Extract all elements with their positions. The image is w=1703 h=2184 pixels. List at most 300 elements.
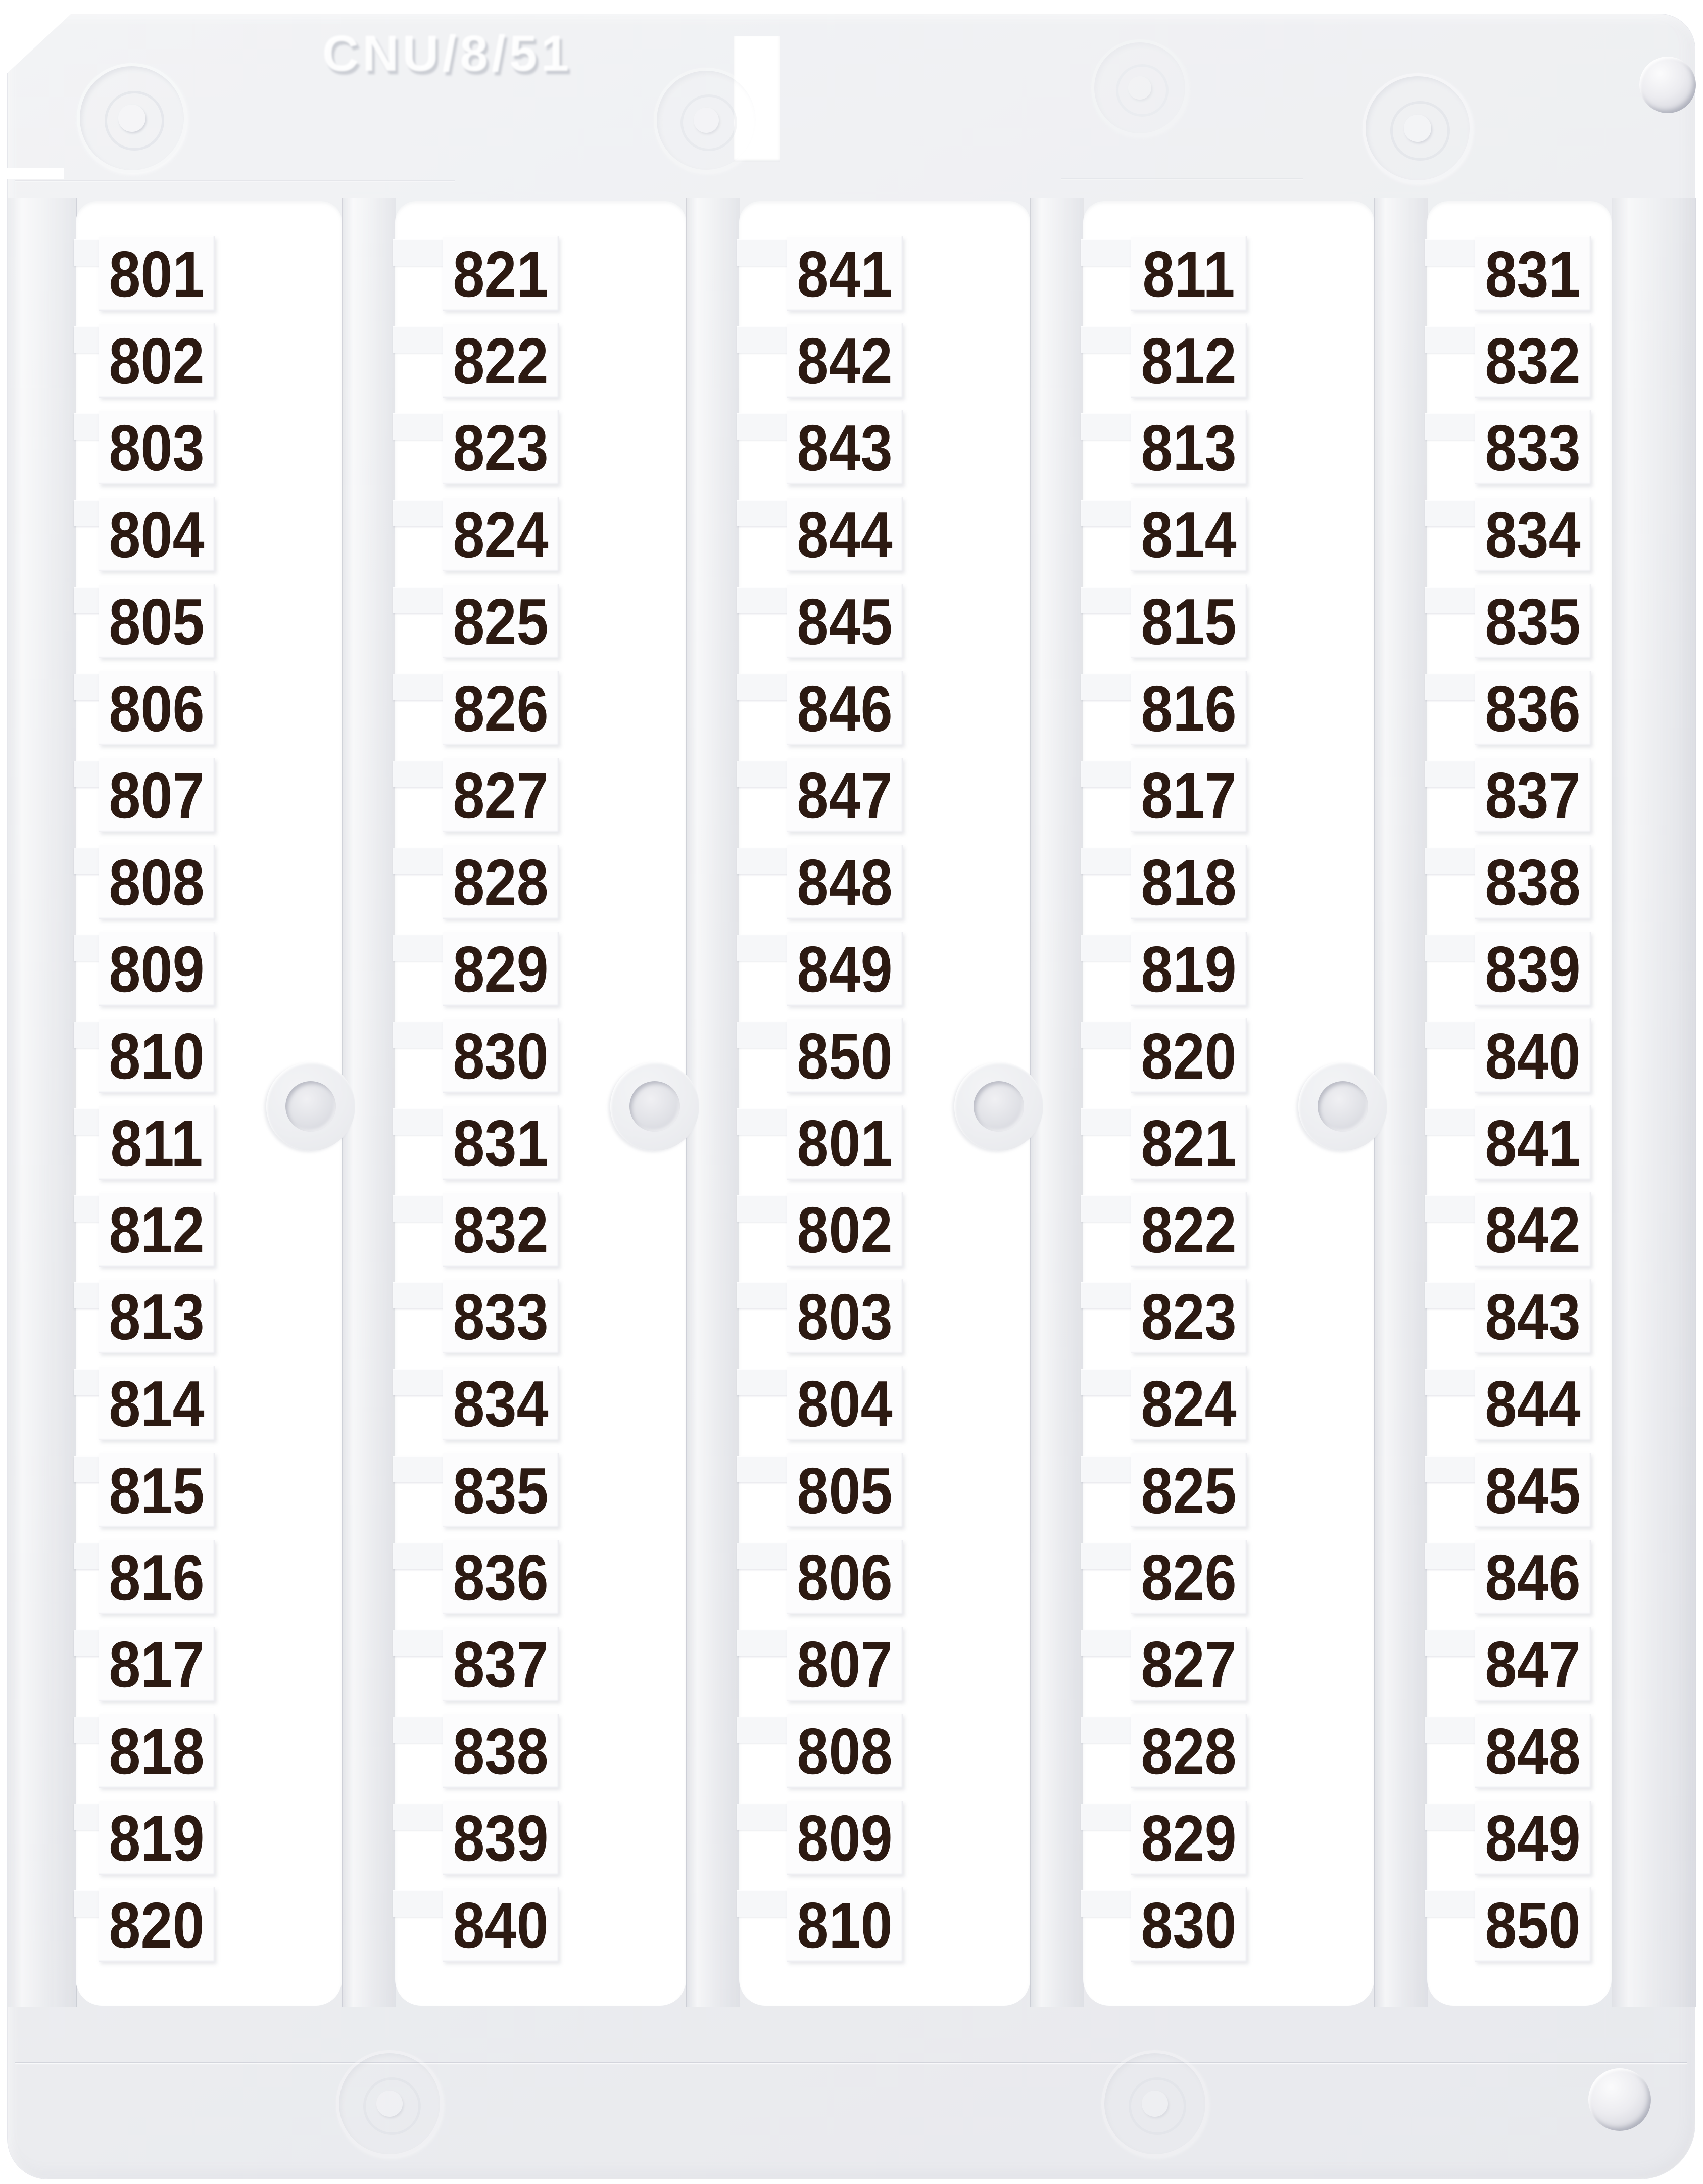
marker-tag [1475,584,1591,658]
tag-neck [393,587,448,613]
marker-tag [443,845,559,919]
tag-neck [1081,1890,1136,1917]
tag-neck [1425,1108,1480,1135]
marker-tag-label: 822 [1141,1194,1237,1267]
marker-tag [99,1627,215,1701]
marker-tag [1475,1279,1591,1353]
marker-tag [787,932,903,1006]
ejector-pin-mark [336,2050,443,2157]
marker-tag-label: 809 [797,1802,893,1875]
marker-tag [99,1714,215,1788]
tag-neck [1425,761,1480,787]
marker-tag [443,1105,559,1180]
marker-tag-label: 837 [1485,759,1581,832]
marker-tag-label: 830 [1141,1889,1237,1962]
marker-tag [99,1018,215,1093]
marker-tag-label: 810 [797,1889,893,1962]
tag-neck [1425,1282,1480,1308]
mounting-hole-boss [610,1062,699,1151]
tag-neck [1081,413,1136,440]
marker-tag-label: 804 [109,499,205,571]
marker-tag [99,1192,215,1267]
marker-tag-label: 815 [1141,586,1237,658]
marker-tag [99,932,215,1006]
marker-tag-label: 811 [1142,238,1235,311]
marker-tag-label: 823 [453,412,549,484]
marker-tag [1475,1018,1591,1093]
marker-tag-label: 842 [797,325,893,398]
marker-tag [787,671,903,745]
marker-tag-label: 847 [797,759,893,832]
bottom-bar-ridge [15,2062,1687,2063]
tag-neck [1081,1804,1136,1830]
marker-tag-label: 816 [1141,672,1237,745]
mounting-hole-boss [954,1062,1043,1151]
marker-tag-label: 850 [797,1020,893,1093]
marker-tag-label: 848 [1485,1715,1581,1788]
tag-neck [737,1717,792,1743]
tag-neck [737,1022,792,1048]
top-bar-ridge-left [15,180,455,181]
tag-neck [393,1804,448,1830]
marker-tag [443,497,559,571]
marker-tag [1131,323,1247,398]
tag-neck [1425,1195,1480,1222]
mounting-hole-boss [1298,1062,1387,1151]
marker-tag-label: 824 [453,499,549,571]
tag-neck [1425,1890,1480,1917]
marker-tag-label: 835 [1485,586,1581,658]
marker-tag-label: 848 [797,846,893,919]
marker-tag [1131,1105,1247,1180]
left-edge-notch [0,116,7,171]
marker-tag-label: 831 [1485,238,1581,311]
marker-tag-label: 843 [797,412,893,484]
marker-tag-label: 829 [1141,1802,1237,1875]
marker-tag-label: 821 [453,238,549,311]
corner-dimple [1588,2068,1651,2131]
tag-neck [1425,1630,1480,1656]
tag-neck [393,326,448,353]
marker-tag-label: 805 [109,586,205,658]
tag-neck [393,935,448,961]
marker-tag [1475,1801,1591,1875]
tag-neck [1425,848,1480,874]
marker-tag [1475,1627,1591,1701]
marker-tag [1475,1105,1591,1180]
marker-tag-label: 813 [1141,412,1237,484]
marker-tag [787,236,903,311]
marker-tag-label: 811 [110,1107,203,1180]
tag-neck [1081,239,1136,266]
marker-tag [1131,671,1247,745]
marker-tag-label: 826 [1141,1541,1237,1614]
tag-neck [737,326,792,353]
marker-tag [1475,1714,1591,1788]
tag-neck [1425,935,1480,961]
marker-tag [99,1279,215,1353]
marker-tag [99,1105,215,1180]
tag-neck [1425,1022,1480,1048]
marker-tag [787,1279,903,1353]
mounting-hole [285,1081,336,1132]
ejector-pin-mark [1101,2050,1208,2157]
marker-tag [99,410,215,484]
marker-tag-label: 847 [1485,1628,1581,1701]
marker-tag [443,1018,559,1093]
tag-neck [393,500,448,526]
marker-tag-label: 843 [1485,1281,1581,1353]
ejector-pin-center [1142,2091,1168,2117]
corner-dimple [1639,57,1696,113]
marker-tag [443,1279,559,1353]
marker-tag-label: 822 [453,325,549,398]
carrier-rail [1612,198,1696,2007]
ejector-pin-center [118,105,145,132]
tag-neck [393,761,448,787]
tag-neck [1425,1543,1480,1569]
marker-tag-label: 803 [109,412,205,484]
marker-tag [1131,1801,1247,1875]
marker-tag-label: 841 [1485,1107,1581,1180]
marker-tag-label: 839 [453,1802,549,1875]
mounting-hole [974,1081,1024,1132]
marker-tag [1475,932,1591,1006]
tag-neck [1081,1022,1136,1048]
tag-neck [737,1456,792,1482]
marker-tag [1131,497,1247,571]
mounting-hole-boss [266,1062,355,1151]
tag-neck [393,1369,448,1395]
marker-tag-label: 831 [453,1107,549,1180]
marker-tag-label: 840 [1485,1020,1581,1093]
tag-neck [393,1022,448,1048]
marker-tag [443,1887,559,1962]
marker-tag-label: 834 [453,1368,549,1440]
marker-tag [99,1540,215,1614]
marker-tag-label: 849 [1485,1802,1581,1875]
tag-neck [737,848,792,874]
marker-tag [443,323,559,398]
marker-tag [1475,323,1591,398]
marker-tag-label: 849 [797,933,893,1006]
marker-tag [1131,584,1247,658]
marker-tag [787,845,903,919]
marker-tag-label: 802 [797,1194,893,1267]
marker-tag-label: 846 [1485,1541,1581,1614]
marker-tag [1475,1887,1591,1962]
tag-neck [1081,1108,1136,1135]
marker-tag-label: 837 [453,1628,549,1701]
marker-tag [787,1105,903,1180]
marker-tag [443,932,559,1006]
marker-tag-label: 808 [797,1715,893,1788]
tag-neck [1081,1456,1136,1482]
tag-neck [393,1890,448,1917]
carrier-rail [8,198,77,2007]
marker-tag [1131,845,1247,919]
marker-tag [99,671,215,745]
marker-tag [99,1453,215,1527]
marker-tag [1131,1279,1247,1353]
tag-neck [393,1543,448,1569]
tag-neck [1425,674,1480,700]
marker-tag-label: 806 [797,1541,893,1614]
marker-tag-label: 820 [1141,1020,1237,1093]
marker-tag [1475,1192,1591,1267]
top-bar-ridge-right [1061,178,1303,179]
marker-tag [787,1453,903,1527]
tag-neck [1081,761,1136,787]
tag-neck [393,1717,448,1743]
marker-tag [99,1366,215,1440]
marker-tag [443,1627,559,1701]
tag-neck [737,1630,792,1656]
marker-tag-label: 819 [109,1802,205,1875]
tag-neck [737,413,792,440]
marker-tag [99,584,215,658]
tag-neck [393,1456,448,1482]
tag-neck [393,848,448,874]
ejector-pin-center [1404,115,1431,142]
marker-tag [443,758,559,832]
marker-tag [443,671,559,745]
tag-neck [737,1195,792,1222]
marker-tag [443,1801,559,1875]
marker-tag [787,1192,903,1267]
tag-neck [1081,848,1136,874]
marker-tag-label: 838 [453,1715,549,1788]
marker-tag-label: 810 [109,1020,205,1093]
marker-tag [787,584,903,658]
ejector-pin-mark [654,68,759,173]
marker-tag [1131,1366,1247,1440]
marker-tag [443,410,559,484]
marker-tag [99,1801,215,1875]
tag-neck [393,239,448,266]
marker-tag-label: 824 [1141,1368,1237,1440]
marker-tag-label: 842 [1485,1194,1581,1267]
marker-tag-label: 812 [1141,325,1237,398]
marker-tag-label: 832 [1485,325,1581,398]
tag-neck [737,1282,792,1308]
marker-tag-label: 818 [109,1715,205,1788]
marker-tag-label: 845 [797,586,893,658]
marker-tag [1131,410,1247,484]
marker-tag-label: 834 [1485,499,1581,571]
marker-tag [787,1714,903,1788]
marker-tag-label: 830 [453,1020,549,1093]
ejector-pin-mark [1091,39,1188,136]
tag-neck [737,674,792,700]
marker-tag [99,845,215,919]
marker-tag [787,497,903,571]
marker-tag [787,1540,903,1614]
marker-tag [443,1540,559,1614]
marker-tag-label: 802 [109,325,205,398]
tag-neck [1081,935,1136,961]
marker-tag [443,1714,559,1788]
marker-tag-label: 821 [1141,1107,1237,1180]
marker-tag-label: 803 [797,1281,893,1353]
marker-tag [1131,932,1247,1006]
marker-tag [787,758,903,832]
tag-neck [1425,239,1480,266]
tag-neck [737,1369,792,1395]
marker-tag [787,1366,903,1440]
tag-neck [1081,326,1136,353]
mounting-hole [1318,1081,1368,1132]
marker-tag [1131,1540,1247,1614]
tag-neck [737,500,792,526]
marker-tag-label: 817 [109,1628,205,1701]
marker-tag [443,236,559,311]
marker-tag-label: 814 [1141,499,1237,571]
left-edge-slit [0,168,64,179]
tag-neck [1081,587,1136,613]
tag-neck [1425,500,1480,526]
tag-neck [393,1195,448,1222]
ejector-pin-mark [1363,73,1473,183]
marker-tag [1475,845,1591,919]
marker-tag-label: 809 [109,933,205,1006]
marker-tag [787,323,903,398]
tag-neck [737,1804,792,1830]
marker-tag [443,1366,559,1440]
marker-tag-label: 807 [109,759,205,832]
marker-tag [99,758,215,832]
marker-tag-label: 815 [109,1454,205,1527]
marker-tag [443,584,559,658]
tag-neck [1425,1456,1480,1482]
marker-tag [1475,1366,1591,1440]
tag-neck [1425,1369,1480,1395]
marker-tag-label: 828 [453,846,549,919]
tag-neck [393,1630,448,1656]
tag-neck [737,935,792,961]
tag-neck [1425,413,1480,440]
marker-tag-label: 804 [797,1368,893,1440]
marker-tag-label: 839 [1485,933,1581,1006]
tag-neck [393,674,448,700]
tag-neck [1081,1543,1136,1569]
marker-tag-label: 833 [1485,412,1581,484]
marker-tag-label: 827 [453,759,549,832]
marker-tag-label: 817 [1141,759,1237,832]
marker-tag [787,1801,903,1875]
marker-tag-label: 812 [109,1194,205,1267]
marker-tag-label: 850 [1485,1889,1581,1962]
marker-tag-label: 833 [453,1281,549,1353]
marker-tag-label: 844 [797,499,893,571]
tag-neck [737,239,792,266]
marker-tag-label: 829 [453,933,549,1006]
marker-tag [787,410,903,484]
marker-tag [1131,1453,1247,1527]
mounting-hole [629,1081,680,1132]
marker-tag [1475,1453,1591,1527]
marker-tag-label: 818 [1141,846,1237,919]
tag-neck [1425,1804,1480,1830]
ejector-pin-mark [77,63,187,173]
tag-neck [393,413,448,440]
marker-tag-label: 826 [453,672,549,745]
marker-tag [1475,671,1591,745]
marker-tag [1131,1627,1247,1701]
tag-neck [1081,1630,1136,1656]
marker-tag-label: 814 [109,1368,205,1440]
marker-tag-label: 805 [797,1454,893,1527]
tag-neck [1081,1195,1136,1222]
marker-tag [1131,1192,1247,1267]
tag-neck [1425,326,1480,353]
marker-tag-label: 841 [797,238,893,311]
marker-tag-label: 823 [1141,1281,1237,1353]
tag-neck [1081,1369,1136,1395]
marker-tag [1475,236,1591,311]
marker-tag-label: 845 [1485,1454,1581,1527]
marker-tag-label: 825 [1141,1454,1237,1527]
marker-tag-label: 844 [1485,1368,1581,1440]
marker-tag [99,497,215,571]
marker-tag-label: 832 [453,1194,549,1267]
marker-tag [99,236,215,311]
marker-tag-label: 807 [797,1628,893,1701]
tag-neck [737,1108,792,1135]
marker-tag [1475,758,1591,832]
marker-tag [787,1627,903,1701]
tag-neck [1425,1717,1480,1743]
tag-neck [1425,587,1480,613]
marker-tag-label: 838 [1485,846,1581,919]
tag-neck [737,587,792,613]
marker-tag-label: 840 [453,1889,549,1962]
marker-tag-label: 813 [109,1281,205,1353]
marker-tag [1475,410,1591,484]
marker-tag [1131,758,1247,832]
tag-neck [737,1543,792,1569]
marker-tag [443,1453,559,1527]
marker-tag [1475,1540,1591,1614]
marker-tag-label: 808 [109,846,205,919]
tag-neck [393,1108,448,1135]
marker-tag-label: 801 [797,1107,893,1180]
tag-neck [1081,1282,1136,1308]
marker-tag-label: 825 [453,586,549,658]
marker-tag-label: 819 [1141,933,1237,1006]
tag-neck [737,761,792,787]
marker-tag [1131,236,1247,311]
marker-tag [1475,497,1591,571]
ejector-pin-center [376,2091,403,2117]
marker-tag-label: 827 [1141,1628,1237,1701]
marker-tag-label: 836 [453,1541,549,1614]
marker-tag-label: 836 [1485,672,1581,745]
marker-tag [787,1018,903,1093]
marker-tag-label: 846 [797,672,893,745]
marker-tag [1131,1887,1247,1962]
marker-tag-label: 820 [109,1889,205,1962]
marker-tag [787,1887,903,1962]
marker-tag [99,323,215,398]
marker-tag [1131,1018,1247,1093]
tag-neck [393,1282,448,1308]
tag-neck [1081,1717,1136,1743]
marker-tag [99,1887,215,1962]
marker-tag-label: 835 [453,1454,549,1527]
tag-neck [1081,500,1136,526]
marker-tag [1131,1714,1247,1788]
